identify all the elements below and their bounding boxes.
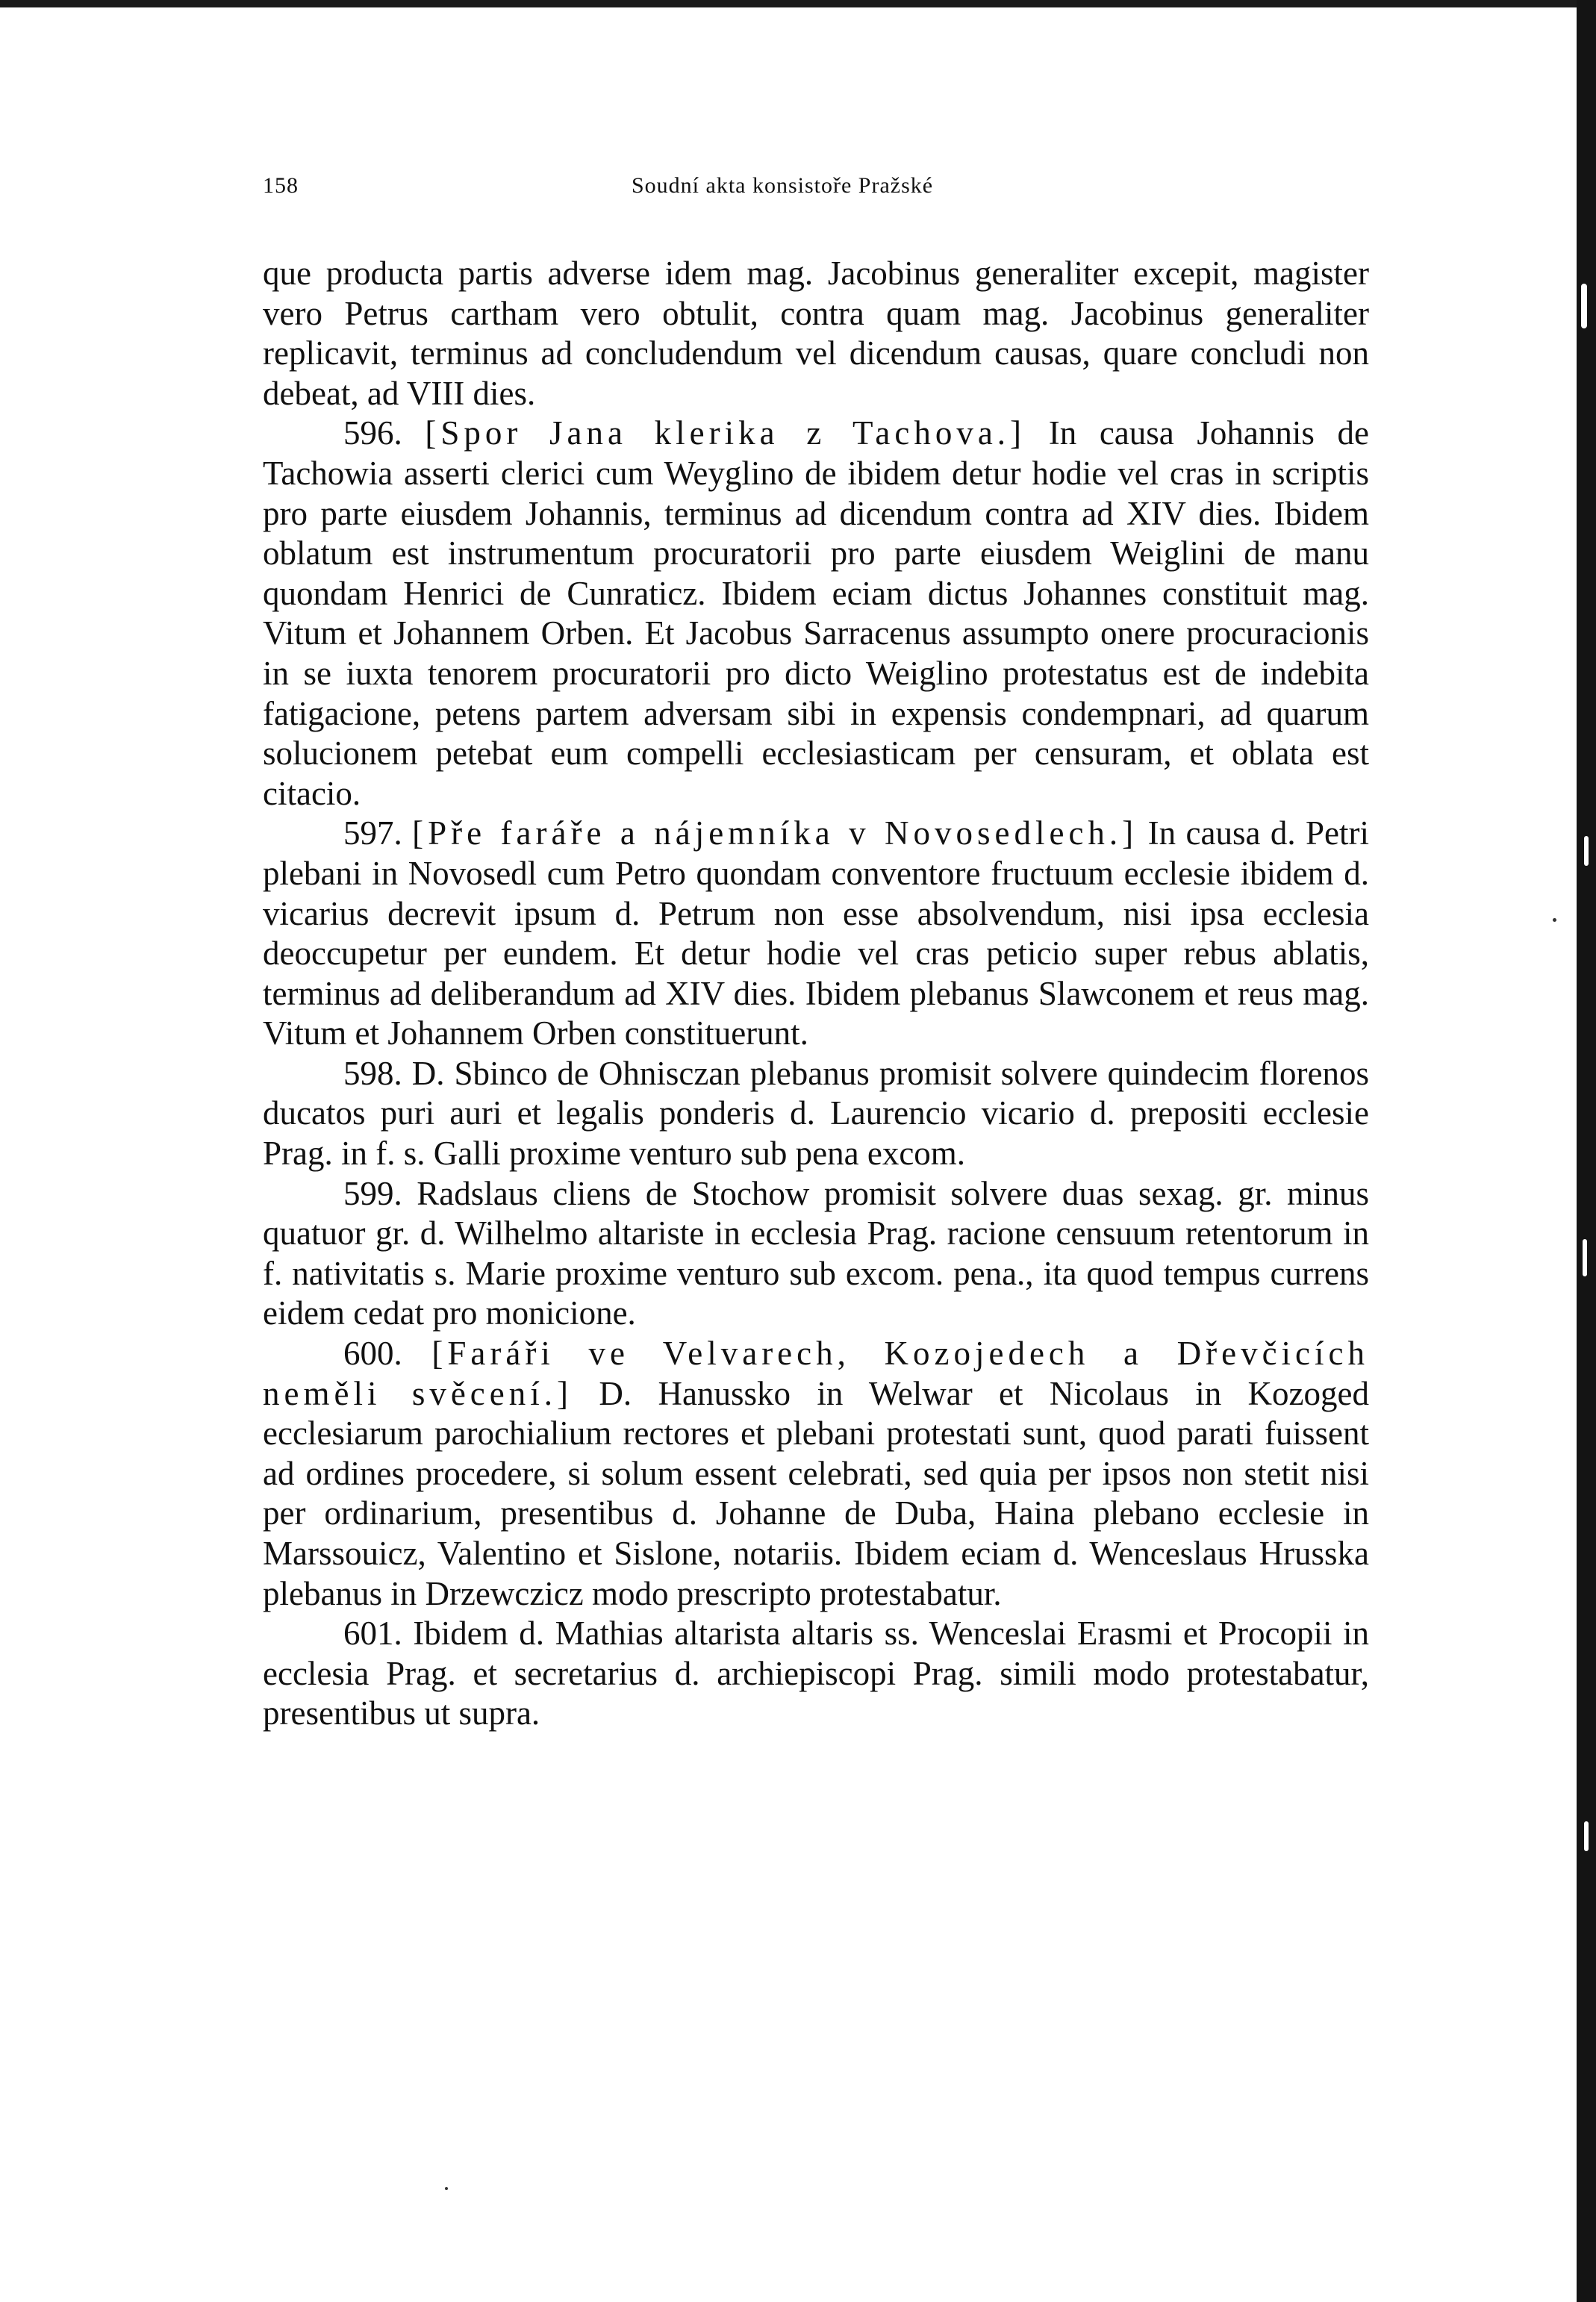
entry-text: Ibidem d. Mathias altarista altaris ss. Wenceslai Erasmi et Procopii in ecclesia Prag. et secretarius d. archiepiscopi Prag. simili modo protestabatur, presentibus ut supra. — [263, 1615, 1369, 1732]
entry-number: 601. — [343, 1615, 402, 1653]
entry-598 — [263, 1054, 1369, 1174]
edge-notch — [1584, 836, 1589, 866]
page-edge-shadow — [1577, 0, 1596, 2302]
running-title: Soudní akta konsistoře Pražské — [632, 173, 934, 198]
entry-number: 597. — [343, 814, 402, 852]
running-head — [263, 173, 1368, 203]
entry-599 — [263, 1174, 1369, 1334]
entry-text: Radslaus cliens de Stochow promisit solvere duas sexag. gr. minus quatuor gr. d. Wilhelmo altariste in ecclesia Prag. racione censuum retentorum in f. nativitatis s. Marie proxime venturo sub excom. pena., ita quod tempus currens eidem cedat pro monicione. — [263, 1174, 1370, 1332]
entry-number: 599. — [343, 1174, 402, 1212]
entry-heading: [Faráři ve Velvarech, Kozojedech a Dřevčicích neměli svěcení.] — [263, 1335, 1370, 1412]
main-text — [263, 254, 1369, 1734]
page-number: 158 — [263, 173, 299, 198]
entry-text: In causa Johannis de Tachowia asserti clerici cum Weyglino de ibidem detur hodie vel cras in scriptis pro parte eiusdem Johannis, terminus ad dicendum contra ad XIV dies. Ibidem oblatum est instrumentum procuratorii pro parte eiusdem Weiglini de manu quondam Henrici de Cunraticz. Ibidem eciam dictus Johannes constituit mag. Vitum et Johannem Orben. Et Jacobus Sarracenus assumpto onere procuracionis in se iuxta tenorem procuratorii pro dicto Weiglino protestatus est de indebita fatigacione, petens partem adversam sibi in expensis condempnari, ad quarum solucionem petebat eum compelli ecclesiasticam per censuram, et oblata est citacio. — [263, 414, 1370, 812]
edge-notch — [1583, 1239, 1587, 1276]
entry-heading: [Spor Jana klerika z Tachova.] — [425, 414, 1026, 452]
scan-speck — [445, 2187, 448, 2190]
entry-number: 600. — [343, 1335, 402, 1373]
paragraph-text: que producta partis adverse idem mag. Jacobinus generaliter excepit, magister vero Petrus cartham vero obtulit, contra quam mag. Jacobinus generaliter replicavit, terminus ad concludendum vel dicendum causas, quare concludi non debeat, ad VIII dies. — [263, 255, 1369, 412]
entry-text: D. Hanussko in Welwar et Nicolaus in Kozoged ecclesiarum parochialium rectores et plebani protestati sunt, quod parati fuissent ad ordines procedere, si solum essent celebrati, sed quia per ipsos non stetit nisi per ordinarium, presentibus d. Johanne de Duba, Haina plebano ecclesie in Marssouicz, Valentino et Sislone, notariis. Ibidem eciam d. Wenceslaus Hrusska plebanus in Drzewczicz modo prescripto protestabatur. — [263, 1374, 1370, 1612]
page-top-shadow — [0, 0, 1596, 7]
entry-number: 596. — [343, 414, 402, 452]
paragraph-continuation — [263, 254, 1369, 414]
entry-text: D. Sbinco de Ohnisczan plebanus promisit solvere quindecim florenos ducatos puri auri et legalis ponderis d. Laurencio vicario d. prepositi ecclesie Prag. in f. s. Galli proxime venturo sub pena excom. — [263, 1054, 1370, 1173]
edge-notch — [1584, 1821, 1589, 1851]
entry-number: 598. — [343, 1054, 402, 1092]
entry-597 — [263, 814, 1369, 1054]
entry-heading: [Pře faráře a nájemníka v Novosedlech.] — [412, 814, 1138, 852]
entry-601 — [263, 1614, 1369, 1734]
scan-speck — [1553, 918, 1556, 922]
entry-600 — [263, 1334, 1369, 1614]
entry-596 — [263, 414, 1369, 814]
entry-text: In causa d. Petri plebani in Novosedl cum Petro quondam conventore fructuum ecclesie ibidem d. vicarius decrevit ipsum d. Petrum non esse absolvendum, nisi ipsa ecclesia deoccupetur per eundem. Et detur hodie vel cras peticio super rebus ablatis, terminus ad deliberandum ad XIV dies. Ibidem plebanus Slawconem et reus mag. Vitum et Johannem Orben constituerunt. — [263, 814, 1369, 1052]
edge-notch — [1581, 284, 1587, 328]
